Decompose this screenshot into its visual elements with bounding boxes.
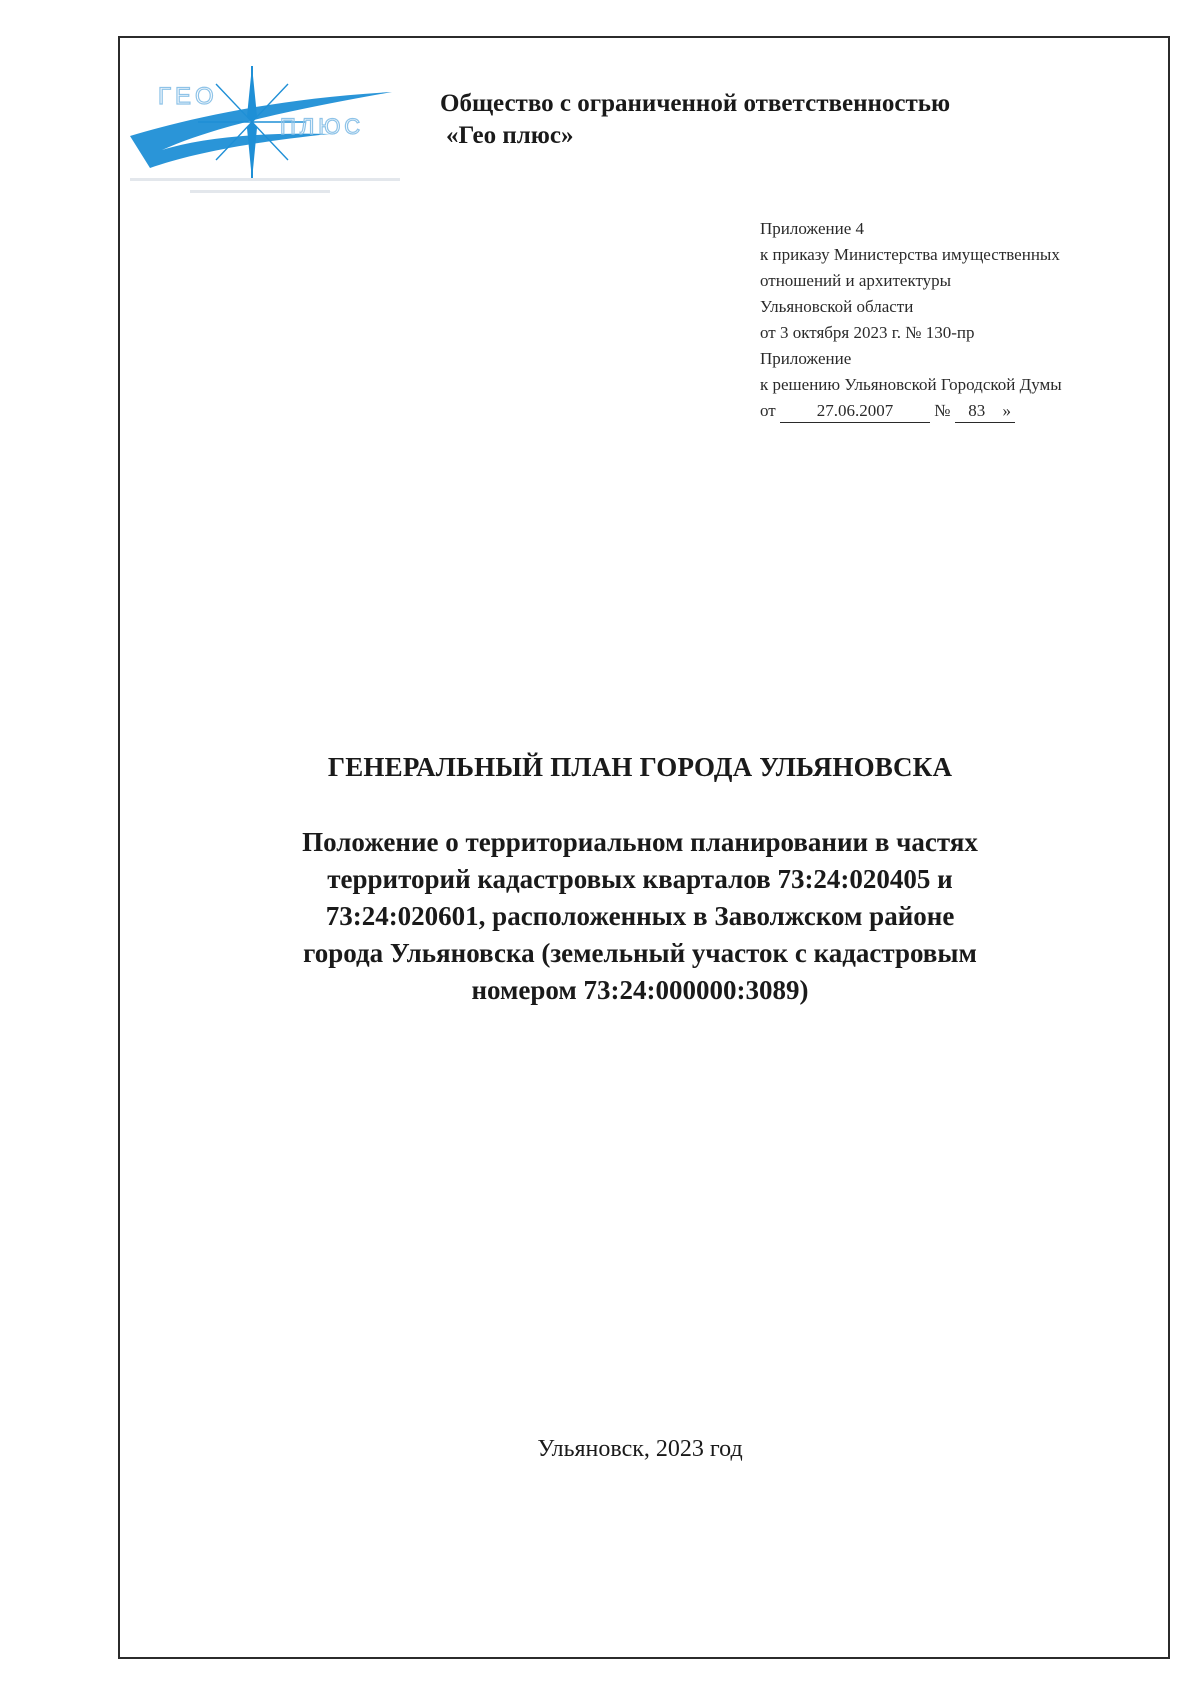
- approval-line: отношений и архитектуры: [760, 271, 952, 290]
- company-logo: [130, 58, 420, 208]
- geo-plus-logo-icon: [130, 58, 420, 208]
- approval-number-label: №: [934, 401, 951, 420]
- subtitle-line: Положение о территориальном планировании в частях: [302, 827, 978, 857]
- approval-date-line: [760, 398, 1160, 424]
- approval-line: Приложение: [760, 349, 852, 368]
- subtitle-line: номером 73:24:000000:3089): [471, 975, 809, 1005]
- company-name: [440, 88, 1100, 152]
- approval-from-label: от: [760, 401, 776, 420]
- subtitle-line: территорий кадастровых кварталов 73:24:020405 и: [327, 864, 953, 894]
- logo-word-bottom: ПЛЮС: [280, 114, 365, 139]
- approval-line: Приложение 4: [760, 219, 864, 238]
- logo-word-top: ГЕО: [158, 83, 218, 110]
- approval-line: от 3 октября 2023 г. № 130-пр: [760, 323, 975, 342]
- company-name-line2: «Гео плюс»: [446, 122, 574, 149]
- approval-date: 27.06.2007: [780, 400, 930, 423]
- approval-block: [760, 216, 1160, 424]
- document-title: ГЕНЕРАЛЬНЫЙ ПЛАН ГОРОДА УЛЬЯНОВСКА: [327, 752, 953, 782]
- document-subtitle: [200, 824, 1080, 1009]
- subtitle-line: 73:24:020601, расположенных в Заволжском районе: [325, 901, 955, 931]
- approval-number: 83: [955, 400, 999, 423]
- approval-line: Ульяновской области: [760, 297, 914, 316]
- approval-line: к решению Ульяновской Городской Думы: [760, 375, 1062, 394]
- company-name-line1: Общество с ограниченной ответственностью: [440, 90, 951, 117]
- city-year: Ульяновск, 2023 год: [537, 1436, 743, 1462]
- subtitle-line: города Ульяновска (земельный участок с кадастровым: [303, 938, 977, 968]
- approval-closing-quote: »: [999, 400, 1015, 423]
- approval-line: к приказу Министерства имущественных: [760, 245, 1060, 264]
